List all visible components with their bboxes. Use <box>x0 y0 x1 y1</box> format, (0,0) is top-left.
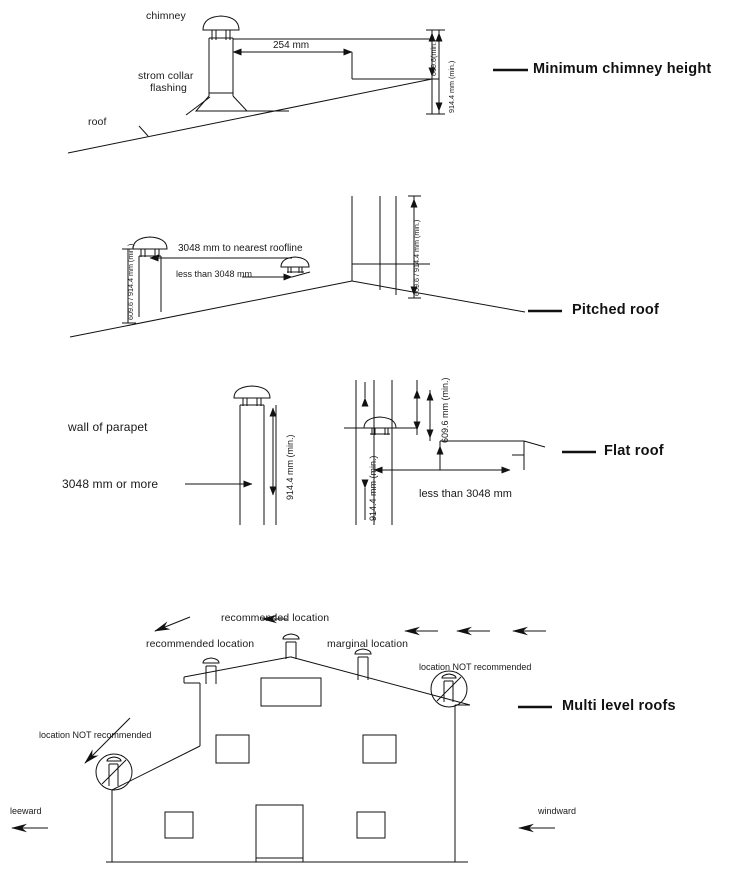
annotation-recommended-top: recommended location <box>221 612 330 624</box>
dimension-to-nearest-roofline: 3048 mm to nearest roofline <box>178 243 303 254</box>
dimension-flat-right-609: 609.6 mm (min.) <box>440 377 450 443</box>
annotation-marginal-location: marginal location <box>327 638 409 650</box>
legend-flat-roof: Flat roof <box>604 443 664 459</box>
annotation-not-recommended-right: location NOT recommended <box>419 662 532 672</box>
dimension-flat-right-914: 914.4 mm (min.) <box>368 455 378 521</box>
annotation-leeward: leeward <box>10 806 42 816</box>
dimension-less-than-3048-pitched: less than 3048 mm <box>176 269 253 279</box>
dimension-914-min-top: 914.4 mm (min.) <box>447 60 456 113</box>
annotation-not-recommended-left: location NOT recommended <box>39 730 152 740</box>
dimension-609-min-top: 609.6(min.) <box>429 39 438 76</box>
label-flashing: flashing <box>150 82 187 94</box>
legend-minimum-chimney-height: Minimum chimney height <box>533 61 712 77</box>
dimension-flat-left-914: 914.4 mm (min.) <box>285 434 295 500</box>
label-chimney: chimney <box>146 10 186 22</box>
dimension-pitched-right: 609.6 / 914.4 mm (min.) <box>412 219 421 296</box>
annotation-windward: windward <box>538 806 577 816</box>
annotation-recommended-left: recommended location <box>146 638 255 650</box>
dimension-less-than-3048-flat: less than 3048 mm <box>419 488 512 500</box>
dimension-254mm: 254 mm <box>273 40 310 51</box>
legend-pitched-roof: Pitched roof <box>572 302 659 318</box>
label-roof: roof <box>88 116 107 128</box>
dimension-pitched-left: 609.6 / 914.4 mm (min.) <box>126 243 135 320</box>
legend-multi-level-roofs: Multi level roofs <box>562 698 676 714</box>
label-storm-collar: strom collar <box>138 70 194 82</box>
label-wall-of-parapet: wall of parapet <box>68 420 148 434</box>
label-3048-or-more: 3048 mm or more <box>62 477 159 491</box>
